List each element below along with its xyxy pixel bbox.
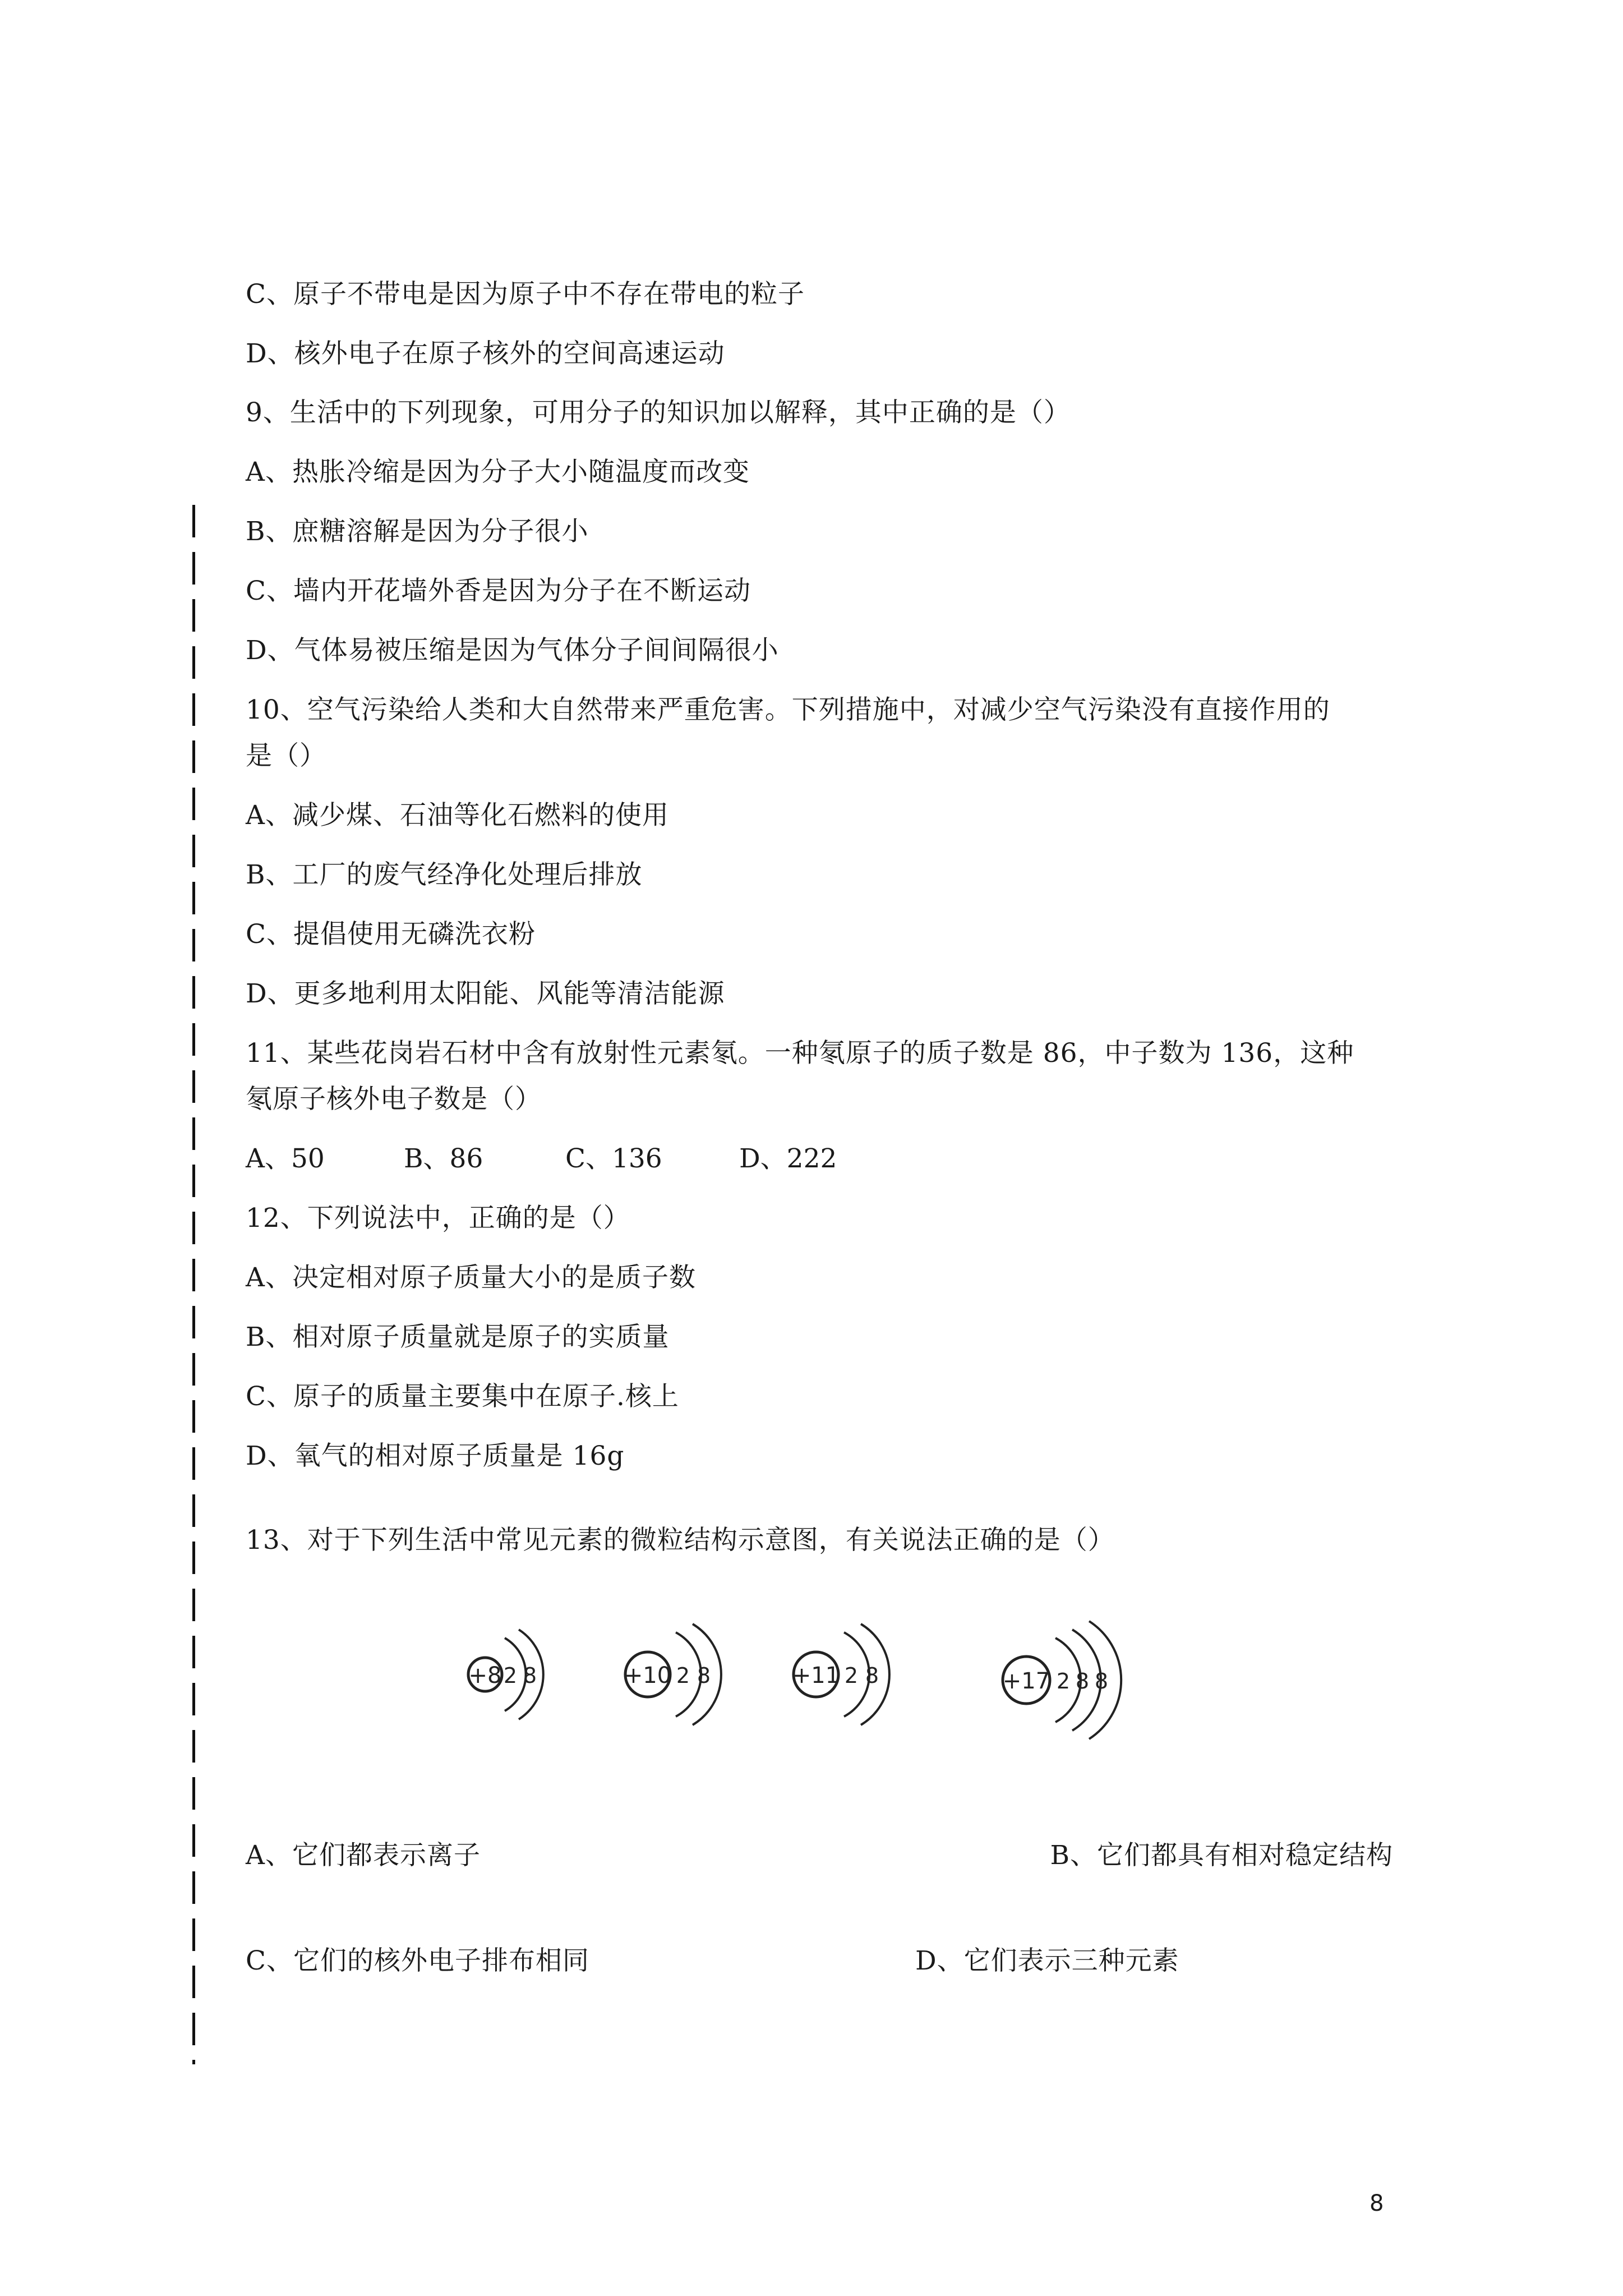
q11-stem-line2: 氡原子核外电子数是（） (246, 1084, 542, 1115)
q9-stem: 9、生活中的下列现象，可用分子的知识加以解释，其中正确的是（） (246, 397, 1071, 428)
atom-shell-label: 8 (1075, 1669, 1090, 1694)
q9-option-a: A、热胀冷缩是因为分子大小随温度而改变 (246, 457, 750, 487)
q11-stem-line1: 11、某些花岗岩石材中含有放射性元素氡。一种氡原子的质子数是 86，中子数为 136，这种 (246, 1038, 1354, 1069)
atom-shell-label: 8 (697, 1663, 711, 1688)
q8-option-c: C、原子不带电是因为原子中不存在带电的粒子 (246, 279, 805, 310)
atom-diagram-oxygen (460, 1610, 561, 1739)
q10-option-a: A、减少煤、石油等化石燃料的使用 (246, 800, 669, 831)
q11-option-b: B、86 (404, 1143, 483, 1174)
q12-stem: 12、下列说法中，正确的是（） (246, 1203, 630, 1234)
q13-option-c: C、它们的核外电子排布相同 (246, 1945, 589, 1976)
atom-nucleus-label: +17 (1002, 1668, 1050, 1694)
q8-option-d: D、核外电子在原子核外的空间高速运动 (246, 338, 725, 369)
q12-option-c: C、原子的质量主要集中在原子.核上 (246, 1381, 679, 1412)
atom-diagram-sodium (785, 1610, 903, 1739)
q10-stem-line2: 是（） (246, 740, 326, 771)
atom-diagram-neon (617, 1610, 735, 1739)
binding-dashed-line (192, 505, 195, 2064)
q13-stem: 13、对于下列生活中常见元素的微粒结构示意图，有关说法正确的是（） (246, 1525, 1115, 1556)
q9-option-b: B、庶糖溶解是因为分子很小 (246, 516, 589, 547)
q10-option-b: B、工厂的废气经净化处理后排放 (246, 859, 643, 890)
q12-option-d: D、氧气的相对原子质量是 16g (246, 1441, 625, 1471)
atom-shell-label: 2 (503, 1663, 518, 1688)
q9-option-c: C、墙内开花墙外香是因为分子在不断运动 (246, 576, 751, 606)
atom-nucleus-label: +11 (792, 1663, 840, 1688)
q13-option-a: A、它们都表示离子 (246, 1840, 481, 1871)
q11-option-c: C、136 (565, 1143, 662, 1174)
atom-shell-label: 2 (1056, 1669, 1071, 1694)
q10-stem-line1: 10、空气污染给人类和大自然带来严重危害。下列措施中，对减少空气污染没有直接作用的 (246, 694, 1330, 725)
atom-shell-label: 8 (523, 1663, 537, 1688)
q13-option-d: D、它们表示三种元素 (915, 1945, 1179, 1976)
q11-option-a: A、50 (246, 1143, 325, 1174)
atom-shell-label: 8 (865, 1663, 879, 1688)
atom-shell-label: 2 (676, 1663, 690, 1688)
atom-nucleus-label: +10 (624, 1663, 672, 1688)
q9-option-d: D、气体易被压缩是因为气体分子间间隔很小 (246, 635, 779, 666)
page-number: 8 (1370, 2191, 1384, 2216)
q10-option-c: C、提倡使用无磷洗衣粉 (246, 919, 536, 950)
q12-option-b: B、相对原子质量就是原子的实质量 (246, 1322, 670, 1352)
q11-option-d: D、222 (739, 1143, 837, 1174)
atom-diagram-chlorine (993, 1610, 1133, 1750)
atom-shell-label: 2 (844, 1663, 859, 1688)
q10-option-d: D、更多地利用太阳能、风能等清洁能源 (246, 978, 725, 1009)
q12-option-a: A、决定相对原子质量大小的是质子数 (246, 1262, 696, 1293)
atom-shell-label: 8 (1094, 1669, 1109, 1694)
q13-option-b: B、它们都具有相对稳定结构 (1050, 1840, 1393, 1871)
atom-nucleus-label: +8 (468, 1663, 502, 1688)
